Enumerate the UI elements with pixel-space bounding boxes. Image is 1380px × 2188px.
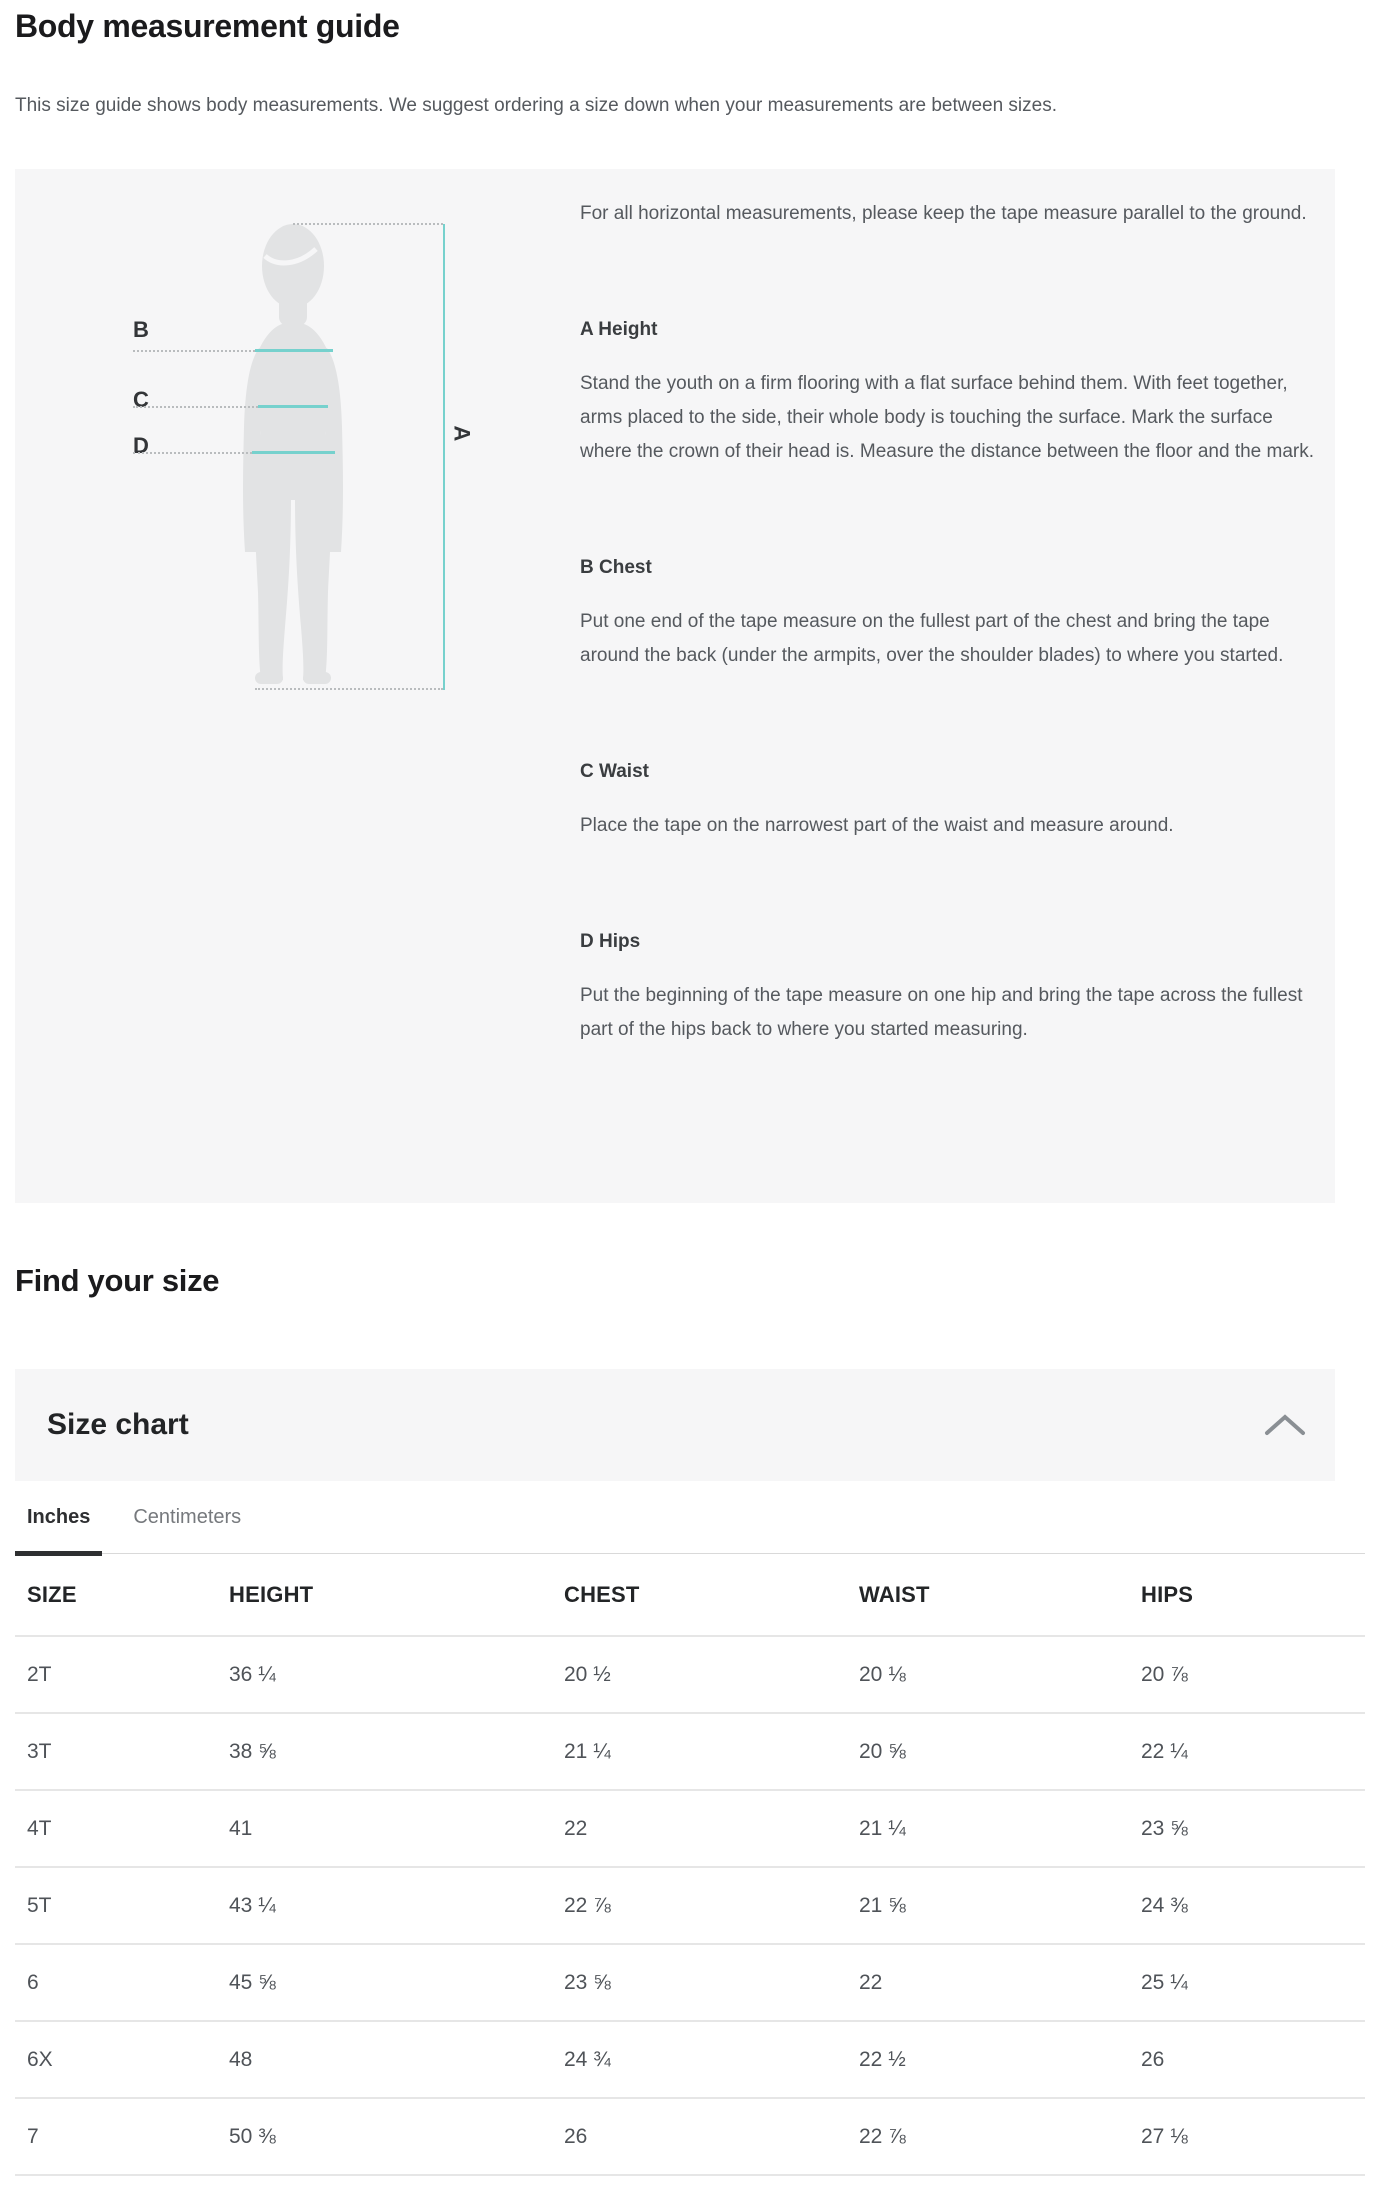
measurement-cell: 36 ¼: [229, 1636, 564, 1713]
section-waist-body: Place the tape on the narrowest part of the waist and measure around.: [580, 815, 1174, 836]
measurement-cell: 50 ⅜: [229, 2098, 564, 2175]
tab-centimeters[interactable]: Centimeters: [133, 1506, 242, 1528]
measurement-instructions: [580, 197, 1325, 1047]
measurement-cell: 22: [859, 1944, 1141, 2021]
body-silhouette-figure: [215, 222, 365, 692]
section-waist-heading: C Waist: [580, 761, 649, 782]
measurement-cell: 20 ⅞: [1141, 1636, 1365, 1713]
chest-measure-line: [255, 349, 333, 352]
size-cell: 5T: [15, 1867, 229, 1944]
measurement-cell: 26: [1141, 2021, 1365, 2098]
size-cell: 3T: [15, 1713, 229, 1790]
size-chart-title: Size chart: [47, 1408, 189, 1441]
measurement-cell: 38 ⅝: [229, 1713, 564, 1790]
measurement-cell: 20 ⅛: [859, 1636, 1141, 1713]
height-top-guide-line: [293, 223, 443, 225]
section-height-body: Stand the youth on a firm flooring with a flat surface behind them. With feet together, arms placed to the side, their whole body is touching the surface. Mark the surface where the crown of their head is. Measure the distance between the floor and the mark.: [580, 373, 1315, 462]
measurement-cell: 45 ⅝: [229, 1944, 564, 2021]
page-subtitle: This size guide shows body measurements. We suggest ordering a size down when your measurements are between sizes.: [15, 95, 1058, 116]
page-title: Body measurement guide: [15, 8, 400, 44]
size-table-header-row: [15, 1554, 1365, 1636]
size-cell: 4T: [15, 1790, 229, 1867]
unit-tabs: [15, 1492, 1365, 1554]
measurement-cell: 26: [564, 2098, 859, 2175]
column-header: CHEST: [564, 1554, 859, 1636]
measurement-cell: 22 ⅞: [859, 2098, 1141, 2175]
size-chart-toggle[interactable]: [15, 1369, 1335, 1481]
height-measure-line: [443, 224, 445, 690]
measurement-cell: 24 ¾: [564, 2021, 859, 2098]
tab-inches[interactable]: Inches: [15, 1492, 102, 1556]
size-row: [15, 1790, 1365, 1867]
instructions-intro: For all horizontal measurements, please keep the tape measure parallel to the ground.: [580, 203, 1307, 224]
waist-guide-line: [133, 406, 258, 408]
size-row: [15, 2021, 1365, 2098]
measurement-cell: 21 ¼: [564, 1713, 859, 1790]
size-row: [15, 1636, 1365, 1713]
measurement-cell: 25 ¼: [1141, 1944, 1365, 2021]
size-row: [15, 1944, 1365, 2021]
size-row: [15, 1713, 1365, 1790]
measurement-cell: 48: [229, 2021, 564, 2098]
size-table: [15, 1554, 1365, 2176]
hips-measure-line: [252, 451, 335, 454]
measurement-guide-panel: [15, 169, 1335, 1203]
measurement-cell: 41: [229, 1790, 564, 1867]
size-guide-page: [15, 8, 1365, 2176]
label-b-chest: B: [133, 317, 150, 342]
label-c-waist: C: [133, 387, 150, 412]
size-cell: 6: [15, 1944, 229, 2021]
section-chest-heading: B Chest: [580, 557, 652, 578]
column-header: HEIGHT: [229, 1554, 564, 1636]
measurement-cell: 20 ½: [564, 1636, 859, 1713]
measurement-cell: 22 ½: [859, 2021, 1141, 2098]
find-your-size-heading: Find your size: [15, 1263, 220, 1298]
hips-guide-line: [133, 452, 252, 454]
measurement-cell: 23 ⅝: [1141, 1790, 1365, 1867]
section-hips-body: Put the beginning of the tape measure on one hip and bring the tape across the fullest part of the hips back to where you started measuring.: [580, 985, 1303, 1040]
chevron-up-icon[interactable]: [1263, 1413, 1307, 1437]
measurement-cell: 21 ¼: [859, 1790, 1141, 1867]
chest-guide-line: [133, 350, 255, 352]
measurement-cell: 22 ⅞: [564, 1867, 859, 1944]
label-a-height: A: [449, 425, 475, 443]
size-row: [15, 1867, 1365, 1944]
label-d-hips: D: [133, 433, 150, 458]
measurement-cell: 27 ⅛: [1141, 2098, 1365, 2175]
measurement-cell: 23 ⅝: [564, 1944, 859, 2021]
column-header: HIPS: [1141, 1554, 1365, 1636]
section-waist: [580, 761, 1325, 843]
section-chest: [580, 557, 1325, 673]
size-cell: 2T: [15, 1636, 229, 1713]
measurement-cell: 21 ⅝: [859, 1867, 1141, 1944]
section-height-heading: A Height: [580, 319, 658, 340]
measurement-cell: 22 ¼: [1141, 1713, 1365, 1790]
section-hips-heading: D Hips: [580, 931, 641, 952]
section-chest-body: Put one end of the tape measure on the fullest part of the chest and bring the tape around the back (under the armpits, over the shoulder blades) to where you started.: [580, 611, 1284, 666]
size-cell: 7: [15, 2098, 229, 2175]
measurement-cell: 22: [564, 1790, 859, 1867]
column-header: WAIST: [859, 1554, 1141, 1636]
size-cell: 6X: [15, 2021, 229, 2098]
waist-measure-line: [258, 405, 328, 408]
section-hips: [580, 931, 1325, 1047]
size-table-body: [15, 1636, 1365, 2175]
measurement-cell: 20 ⅝: [859, 1713, 1141, 1790]
height-bottom-guide-line: [255, 688, 443, 690]
measurement-cell: 43 ¼: [229, 1867, 564, 1944]
column-header: SIZE: [15, 1554, 229, 1636]
size-row: [15, 2098, 1365, 2175]
section-height: [580, 319, 1325, 469]
measurement-cell: 24 ⅜: [1141, 1867, 1365, 1944]
